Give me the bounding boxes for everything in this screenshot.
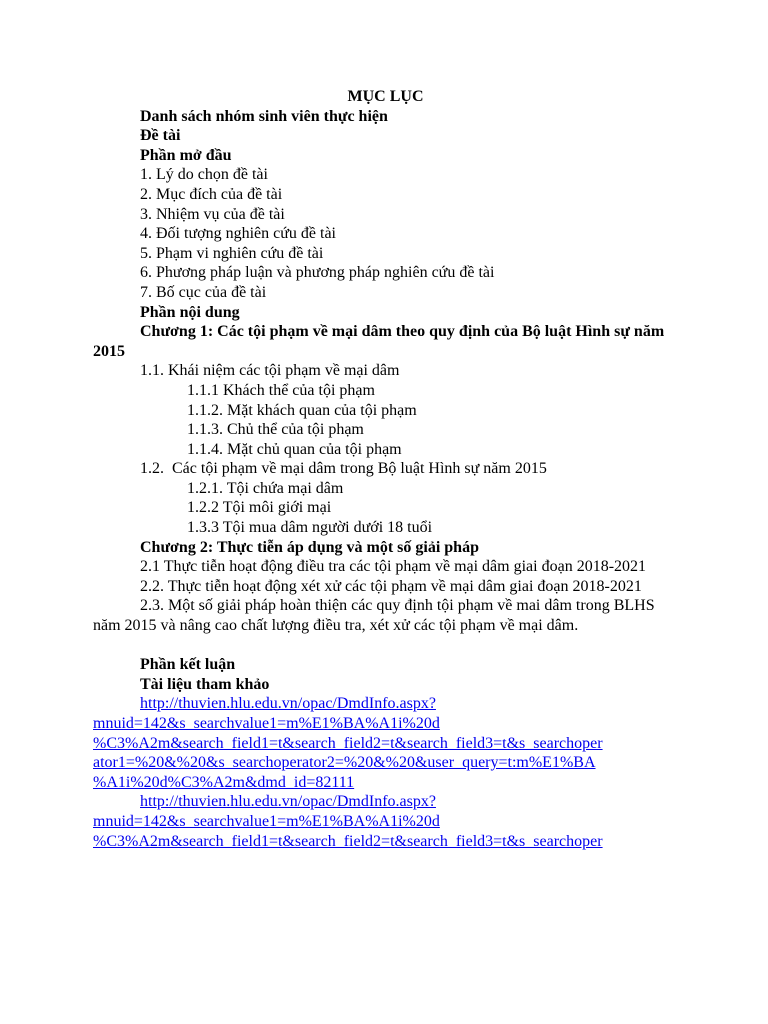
reference-link-2[interactable] bbox=[93, 792, 678, 851]
toc-entry-intro-2: 2. Mục đích của đề tài bbox=[140, 185, 283, 203]
reference-link-1[interactable] bbox=[93, 694, 678, 792]
toc-heading-intro: Phần mở đầu bbox=[140, 146, 232, 164]
toc-subsection-1-1-1: 1.1.1 Khách thể của tội phạm bbox=[187, 381, 375, 399]
toc-subsection-1-2-1: 1.2.1. Tội chứa mại dâm bbox=[187, 479, 344, 497]
spacer bbox=[93, 636, 678, 656]
toc-section-2-2: 2.2. Thực tiễn hoạt động xét xử các tội phạm về mại dâm giai đoạn 2018-2021 bbox=[140, 577, 642, 595]
toc-entry-intro-6: 6. Phương pháp luận và phương pháp nghiên cứu đề tài bbox=[140, 264, 495, 282]
reference-link-1-line-3: %C3%A2m&search_field1=t&search_field2=t&search_field3=t&s_searchoper bbox=[93, 734, 603, 752]
toc-section-1-2: 1.2. Các tội phạm về mại dâm trong Bộ luật Hình sự năm 2015 bbox=[140, 460, 547, 478]
toc-section-2-1: 2.1 Thực tiễn hoạt động điều tra các tội phạm về mại dâm giai đoạn 2018-2021 bbox=[140, 558, 647, 576]
toc-title: MỤC LỤC bbox=[347, 88, 424, 105]
toc-subsection-1-1-4: 1.1.4. Mặt chủ quan của tội phạm bbox=[187, 440, 402, 458]
toc-entry-intro-4: 4. Đối tượng nghiên cứu đề tài bbox=[140, 225, 336, 243]
toc-entry-intro-3: 3. Nhiệm vụ của đề tài bbox=[140, 205, 285, 223]
table-of-contents bbox=[93, 87, 678, 851]
toc-conclusion: Phần kết luận bbox=[140, 656, 236, 674]
toc-chapter-2: Chương 2: Thực tiễn áp dụng và một số giải pháp bbox=[140, 538, 479, 556]
reference-link-1-line-1: http://thuvien.hlu.edu.vn/opac/DmdInfo.aspx? bbox=[140, 695, 436, 713]
toc-entry-intro-1: 1. Lý do chọn đề tài bbox=[140, 166, 268, 184]
toc-subsection-1-2-2: 1.2.2 Tội môi giới mại bbox=[187, 499, 332, 517]
toc-entry-topic: Đề tài bbox=[140, 127, 181, 145]
reference-link-1-line-2: mnuid=142&s_searchvalue1=m%E1%BA%A1i%20d bbox=[93, 715, 440, 732]
toc-subsection-1-1-2: 1.1.2. Mặt khách quan của tội phạm bbox=[187, 401, 417, 419]
toc-references: Tài liệu tham khảo bbox=[140, 675, 270, 693]
toc-subsection-1-1-3: 1.1.3. Chủ thể của tội phạm bbox=[187, 421, 364, 439]
reference-link-1-line-5: %A1i%20d%C3%A2m&dmd_id=82111 bbox=[93, 773, 355, 791]
toc-entry-students: Danh sách nhóm sinh viên thực hiện bbox=[140, 107, 388, 125]
reference-link-2-line-1: http://thuvien.hlu.edu.vn/opac/DmdInfo.aspx? bbox=[140, 793, 436, 811]
reference-link-2-line-3: %C3%A2m&search_field1=t&search_field2=t&search_field3=t&s_searchoper bbox=[93, 832, 603, 850]
toc-subsection-1-3-3: 1.3.3 Tội mua dâm người dưới 18 tuổi bbox=[187, 519, 433, 537]
toc-section-1-1: 1.1. Khái niệm các tội phạm về mại dâm bbox=[140, 362, 400, 380]
toc-chapter-1: Chương 1: Các tội phạm về mại dâm theo quy định của Bộ luật Hình sự năm 2015 bbox=[93, 323, 665, 360]
toc-entry-intro-5: 5. Phạm vi nghiên cứu đề tài bbox=[140, 244, 324, 262]
toc-heading-content: Phần nội dung bbox=[140, 303, 240, 321]
reference-link-2-line-2: mnuid=142&s_searchvalue1=m%E1%BA%A1i%20d bbox=[93, 812, 440, 830]
toc-entry-intro-7: 7. Bố cục của đề tài bbox=[140, 283, 267, 301]
reference-link-1-line-4: ator1=%20&%20&s_searchoperator2=%20&%20&user_query=t:m%E1%BA bbox=[93, 754, 596, 772]
toc-section-2-3: 2.3. Một số giải pháp hoàn thiện các quy định tội phạm về mai dâm trong BLHS năm 2015 và nâng cao chất lượng điều tra, xét xử các tội phạm về mại dâm. bbox=[93, 597, 655, 635]
